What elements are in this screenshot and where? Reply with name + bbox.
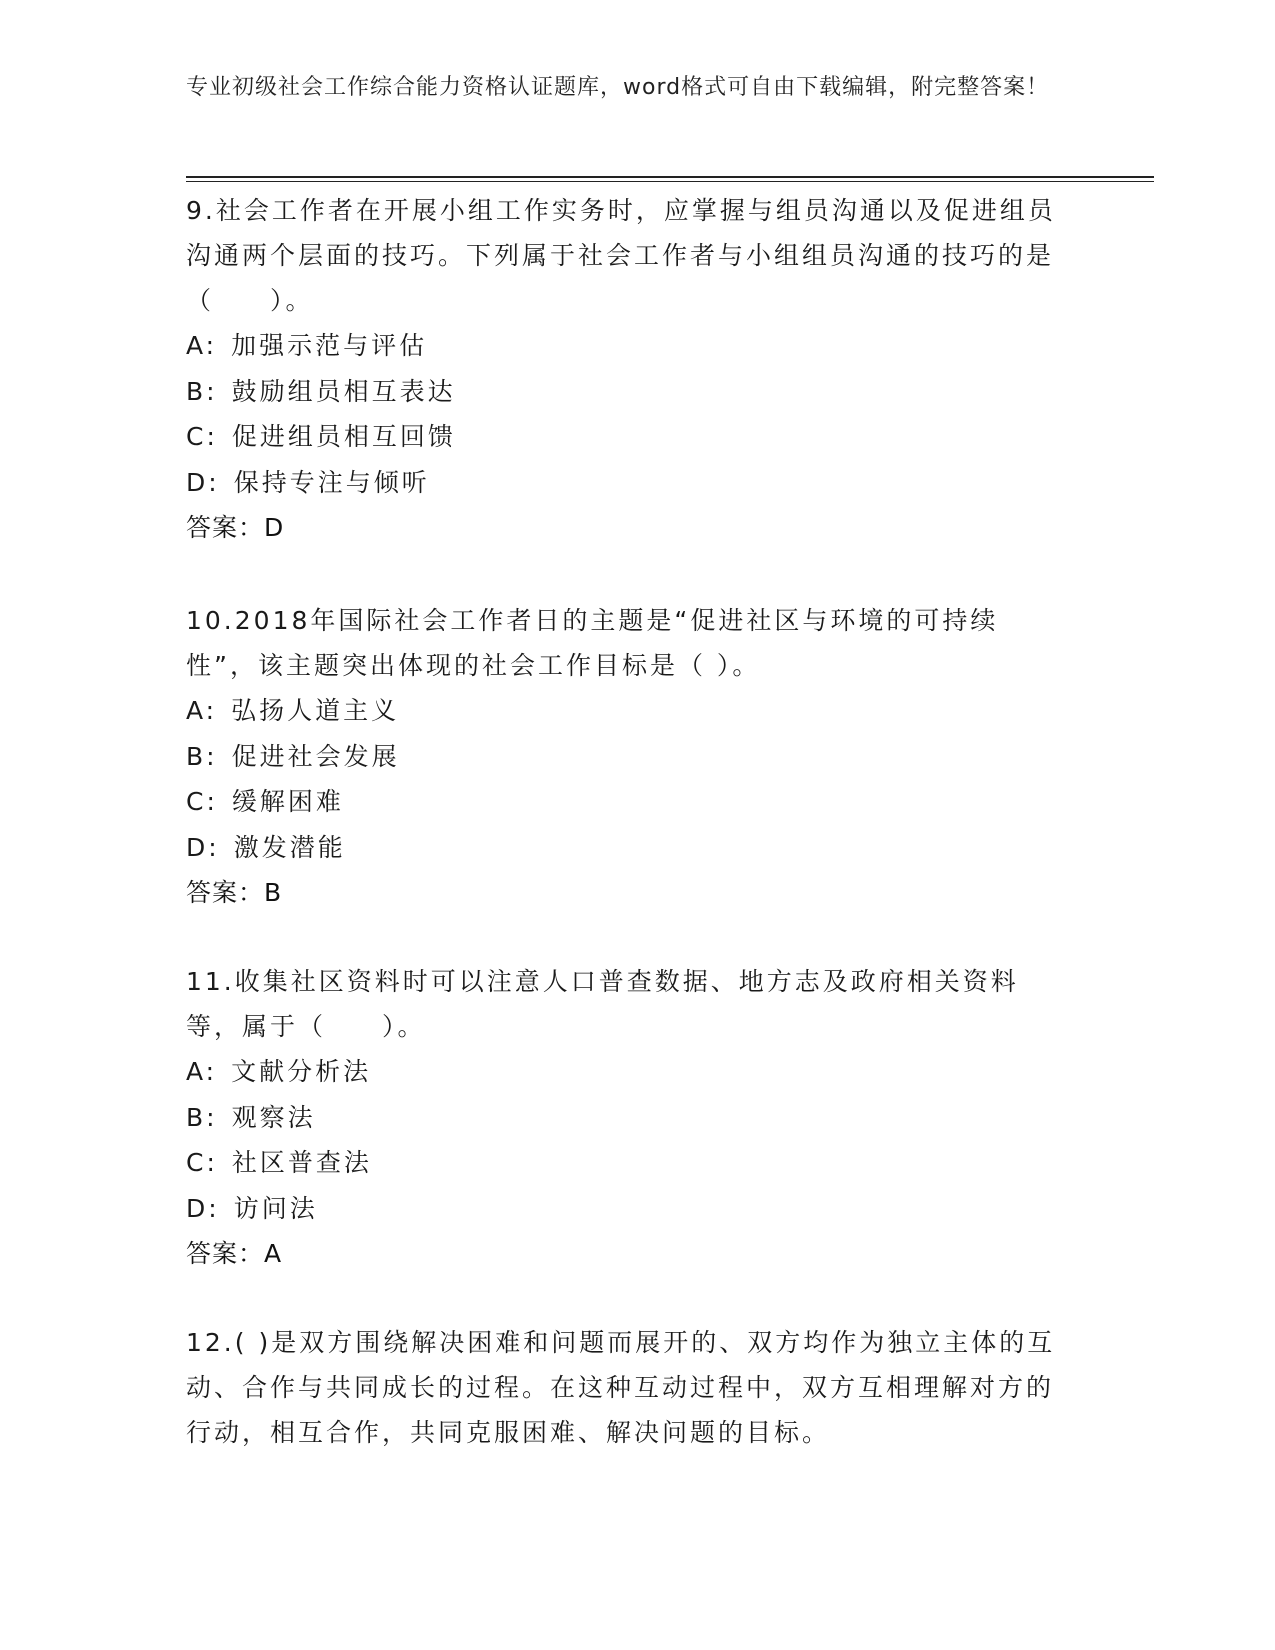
option-a: [186, 1049, 1066, 1095]
option-key: A:: [186, 331, 218, 360]
option-d: [186, 825, 1066, 871]
option-c: [186, 414, 1066, 460]
option-key: B:: [186, 376, 218, 406]
option-key: C:: [186, 422, 218, 451]
answer-line: 答案：A: [186, 1239, 283, 1268]
option-text: 缓解困难: [231, 787, 344, 816]
option-text: 鼓励组员相互表达: [231, 376, 456, 406]
header-divider-thin: [186, 181, 1154, 182]
option-text: 加强示范与评估: [231, 331, 428, 360]
option-key: D:: [186, 1193, 220, 1223]
option-b: [186, 734, 1066, 780]
option-text: 激发潜能: [233, 832, 346, 862]
option-b: [186, 369, 1066, 415]
question-11: [186, 959, 1066, 1276]
option-key: B:: [186, 741, 218, 771]
option-text: 观察法: [231, 1102, 316, 1132]
option-text: 促进组员相互回馈: [231, 422, 456, 451]
answer-line: 答案：D: [186, 513, 285, 542]
option-a: [186, 323, 1066, 369]
option-key: A:: [186, 1057, 218, 1086]
option-text: 保持专注与倾听: [233, 467, 430, 497]
option-key: D:: [186, 832, 220, 862]
option-key: C:: [186, 787, 218, 816]
question-stem: 10.2018年国际社会工作者日的主题是“促进社区与环境的可持续性”，该主题突出体现的社会工作目标是（ ）。: [186, 606, 999, 680]
option-b: [186, 1095, 1066, 1141]
option-d: [186, 460, 1066, 506]
option-key: C:: [186, 1148, 218, 1177]
option-text: 社区普查法: [231, 1148, 372, 1177]
question-12: [186, 1320, 1066, 1455]
option-text: 文献分析法: [231, 1057, 372, 1086]
option-d: [186, 1186, 1066, 1232]
option-text: 弘扬人道主义: [231, 696, 400, 725]
option-key: A:: [186, 696, 218, 725]
option-a: [186, 688, 1066, 734]
option-c: [186, 1140, 1066, 1186]
answer-line: 答案：B: [186, 878, 283, 907]
option-key: B:: [186, 1102, 218, 1132]
header-divider-thick: [186, 176, 1154, 178]
document-header: 专业初级社会工作综合能力资格认证题库，word格式可自由下载编辑，附完整答案！: [186, 75, 1050, 100]
question-stem: 12.( )是双方围绕解决困难和问题而展开的、双方均作为独立主体的互动、合作与共同成长的过程。在这种互动过程中，双方互相理解对方的行动，相互合作，共同克服困难、解决问题的目标。: [186, 1328, 1056, 1447]
option-text: 访问法: [233, 1193, 318, 1223]
question-stem: 9.社会工作者在开展小组工作实务时，应掌握与组员沟通以及促进组员沟通两个层面的技巧。下列属于社会工作者与小组组员沟通的技巧的是（ ）。: [186, 196, 1056, 315]
option-text: 促进社会发展: [231, 741, 400, 771]
option-c: [186, 779, 1066, 825]
option-key: D:: [186, 467, 220, 497]
question-9: [186, 188, 1066, 550]
question-stem: 11.收集社区资料时可以注意人口普查数据、地方志及政府相关资料等，属于（ ）。: [186, 967, 1019, 1041]
question-10: [186, 598, 1066, 915]
